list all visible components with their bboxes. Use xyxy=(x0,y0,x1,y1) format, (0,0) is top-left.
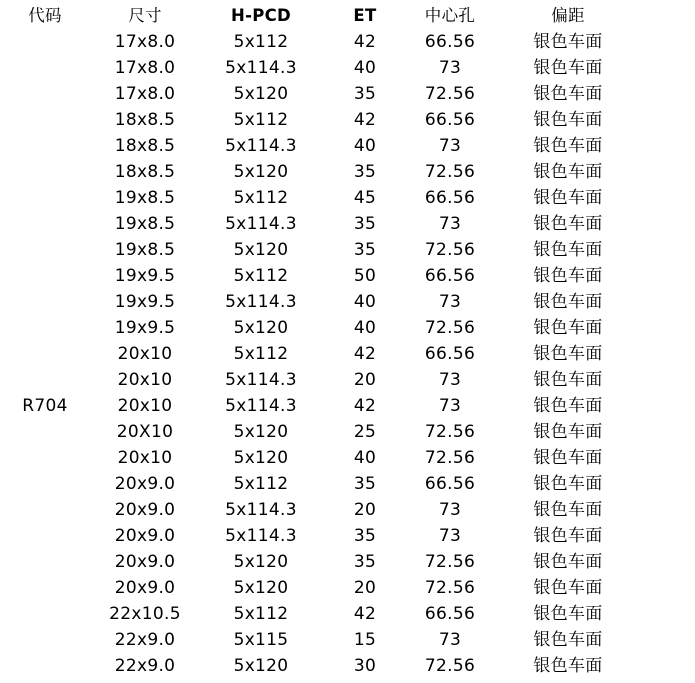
cell-center-bore: 73 xyxy=(438,136,462,156)
table-row xyxy=(0,315,695,341)
cell-size: 22x9.0 xyxy=(114,630,176,650)
cell-et: 35 xyxy=(353,526,377,546)
cell-finish: 银色车面 xyxy=(533,110,603,130)
cell-pcd: 5x112 xyxy=(233,266,289,286)
cell-finish: 银色车面 xyxy=(533,552,603,572)
cell-code xyxy=(8,81,82,107)
header-size: 尺寸 xyxy=(128,6,162,25)
cell-code: R704 xyxy=(22,396,68,416)
cell-et: 35 xyxy=(353,240,377,260)
table-row xyxy=(0,237,695,263)
cell-code xyxy=(8,237,82,263)
cell-finish: 银色车面 xyxy=(533,526,603,546)
cell-center-bore: 73 xyxy=(438,214,462,234)
table-row xyxy=(0,341,695,367)
cell-finish: 银色车面 xyxy=(533,630,603,650)
cell-pcd: 5x114.3 xyxy=(225,214,297,234)
cell-code xyxy=(8,315,82,341)
cell-finish: 银色车面 xyxy=(533,292,603,312)
header-pcd: H-PCD xyxy=(230,6,292,25)
cell-pcd: 5x120 xyxy=(233,84,289,104)
cell-size: 19x8.5 xyxy=(114,188,176,208)
cell-finish: 银色车面 xyxy=(533,578,603,598)
cell-center-bore: 72.56 xyxy=(424,240,476,260)
cell-size: 20x9.0 xyxy=(114,578,176,598)
cell-center-bore: 73 xyxy=(438,630,462,650)
cell-et: 42 xyxy=(353,110,377,130)
cell-size: 19x9.5 xyxy=(114,318,176,338)
cell-size: 22x9.0 xyxy=(114,656,176,676)
cell-size: 19x8.5 xyxy=(114,240,176,260)
cell-pcd: 5x120 xyxy=(233,552,289,572)
table-row xyxy=(0,107,695,133)
cell-pcd: 5x112 xyxy=(233,32,289,52)
cell-size: 17x8.0 xyxy=(114,32,176,52)
cell-pcd: 5x120 xyxy=(233,578,289,598)
table-row xyxy=(0,393,695,419)
cell-code xyxy=(8,627,82,653)
cell-center-bore: 72.56 xyxy=(424,448,476,468)
cell-size: 17x8.0 xyxy=(114,58,176,78)
cell-code xyxy=(8,159,82,185)
cell-et: 15 xyxy=(353,630,377,650)
cell-et: 40 xyxy=(353,292,377,312)
cell-et: 20 xyxy=(353,500,377,520)
cell-code xyxy=(8,471,82,497)
cell-size: 18x8.5 xyxy=(114,136,176,156)
cell-et: 40 xyxy=(353,448,377,468)
cell-et: 42 xyxy=(353,344,377,364)
cell-center-bore: 73 xyxy=(438,396,462,416)
table-row xyxy=(0,601,695,627)
table-row xyxy=(0,549,695,575)
cell-finish: 银色车面 xyxy=(533,422,603,442)
cell-et: 40 xyxy=(353,58,377,78)
cell-center-bore: 66.56 xyxy=(424,474,476,494)
cell-finish: 银色车面 xyxy=(533,344,603,364)
cell-size: 20x10 xyxy=(117,448,173,468)
header-et: ET xyxy=(353,6,377,25)
cell-code xyxy=(8,497,82,523)
cell-center-bore: 72.56 xyxy=(424,162,476,182)
cell-pcd: 5x120 xyxy=(233,422,289,442)
cell-center-bore: 72.56 xyxy=(424,318,476,338)
cell-center-bore: 66.56 xyxy=(424,266,476,286)
table-row xyxy=(0,185,695,211)
table-row xyxy=(0,367,695,393)
cell-pcd: 5x114.3 xyxy=(225,396,297,416)
cell-code xyxy=(8,107,82,133)
cell-et: 35 xyxy=(353,162,377,182)
cell-size: 20x10 xyxy=(117,396,173,416)
cell-pcd: 5x112 xyxy=(233,604,289,624)
cell-size: 18x8.5 xyxy=(114,162,176,182)
cell-code xyxy=(8,367,82,393)
cell-pcd: 5x114.3 xyxy=(225,58,297,78)
cell-code xyxy=(8,263,82,289)
cell-size: 20x10 xyxy=(117,344,173,364)
cell-pcd: 5x120 xyxy=(233,240,289,260)
cell-finish: 银色车面 xyxy=(533,396,603,416)
cell-finish: 银色车面 xyxy=(533,370,603,390)
cell-code xyxy=(8,55,82,81)
cell-code xyxy=(8,523,82,549)
cell-pcd: 5x112 xyxy=(233,474,289,494)
table-row xyxy=(0,523,695,549)
cell-center-bore: 73 xyxy=(438,58,462,78)
cell-finish: 银色车面 xyxy=(533,214,603,234)
cell-pcd: 5x114.3 xyxy=(225,292,297,312)
cell-size: 20x9.0 xyxy=(114,500,176,520)
cell-size: 20x9.0 xyxy=(114,552,176,572)
cell-finish: 银色车面 xyxy=(533,448,603,468)
cell-pcd: 5x115 xyxy=(233,630,289,650)
header-offset: 偏距 xyxy=(551,6,585,25)
cell-et: 35 xyxy=(353,474,377,494)
cell-center-bore: 72.56 xyxy=(424,552,476,572)
table-row xyxy=(0,627,695,653)
cell-et: 35 xyxy=(353,552,377,572)
table-row xyxy=(0,159,695,185)
table-row xyxy=(0,653,695,679)
cell-center-bore: 66.56 xyxy=(424,32,476,52)
cell-center-bore: 73 xyxy=(438,526,462,546)
cell-size: 20X10 xyxy=(116,422,174,442)
cell-et: 35 xyxy=(353,214,377,234)
cell-pcd: 5x112 xyxy=(233,344,289,364)
cell-code xyxy=(8,289,82,315)
cell-finish: 银色车面 xyxy=(533,318,603,338)
cell-finish: 银色车面 xyxy=(533,32,603,52)
cell-pcd: 5x114.3 xyxy=(225,370,297,390)
cell-pcd: 5x120 xyxy=(233,162,289,182)
cell-et: 25 xyxy=(353,422,377,442)
cell-et: 42 xyxy=(353,604,377,624)
cell-finish: 银色车面 xyxy=(533,604,603,624)
header-center-bore: 中心孔 xyxy=(424,6,476,25)
cell-et: 42 xyxy=(353,32,377,52)
cell-et: 42 xyxy=(353,396,377,416)
cell-center-bore: 66.56 xyxy=(424,344,476,364)
cell-finish: 银色车面 xyxy=(533,58,603,78)
cell-pcd: 5x114.3 xyxy=(225,136,297,156)
cell-center-bore: 73 xyxy=(438,370,462,390)
cell-pcd: 5x120 xyxy=(233,318,289,338)
table-row xyxy=(0,263,695,289)
table-row xyxy=(0,133,695,159)
table-row xyxy=(0,289,695,315)
cell-center-bore: 73 xyxy=(438,292,462,312)
cell-code xyxy=(8,419,82,445)
table-row xyxy=(0,575,695,601)
cell-finish: 银色车面 xyxy=(533,500,603,520)
cell-et: 20 xyxy=(353,370,377,390)
cell-pcd: 5x120 xyxy=(233,448,289,468)
table-row xyxy=(0,81,695,107)
cell-code xyxy=(8,653,82,679)
cell-finish: 银色车面 xyxy=(533,84,603,104)
cell-finish: 银色车面 xyxy=(533,474,603,494)
cell-finish: 银色车面 xyxy=(533,240,603,260)
cell-finish: 银色车面 xyxy=(533,162,603,182)
cell-size: 19x9.5 xyxy=(114,266,176,286)
cell-pcd: 5x112 xyxy=(233,188,289,208)
cell-finish: 银色车面 xyxy=(533,136,603,156)
table-row xyxy=(0,445,695,471)
cell-center-bore: 66.56 xyxy=(424,188,476,208)
table-row xyxy=(0,471,695,497)
cell-size: 19x9.5 xyxy=(114,292,176,312)
cell-code xyxy=(8,601,82,627)
cell-size: 18x8.5 xyxy=(114,110,176,130)
cell-center-bore: 73 xyxy=(438,500,462,520)
cell-center-bore: 72.56 xyxy=(424,422,476,442)
cell-center-bore: 72.56 xyxy=(424,84,476,104)
cell-center-bore: 66.56 xyxy=(424,110,476,130)
cell-pcd: 5x120 xyxy=(233,656,289,676)
table-row xyxy=(0,55,695,81)
table-row xyxy=(0,29,695,55)
cell-size: 20x9.0 xyxy=(114,474,176,494)
cell-center-bore: 72.56 xyxy=(424,656,476,676)
cell-et: 35 xyxy=(353,84,377,104)
cell-center-bore: 66.56 xyxy=(424,604,476,624)
cell-pcd: 5x114.3 xyxy=(225,500,297,520)
cell-size: 17x8.0 xyxy=(114,84,176,104)
cell-code xyxy=(8,133,82,159)
cell-code xyxy=(8,575,82,601)
cell-code xyxy=(8,549,82,575)
cell-size: 20x9.0 xyxy=(114,526,176,546)
cell-pcd: 5x114.3 xyxy=(225,526,297,546)
cell-size: 20x10 xyxy=(117,370,173,390)
cell-finish: 银色车面 xyxy=(533,188,603,208)
cell-finish: 银色车面 xyxy=(533,656,603,676)
cell-code xyxy=(8,29,82,55)
table-header-row xyxy=(0,3,695,29)
cell-finish: 银色车面 xyxy=(533,266,603,286)
cell-et: 40 xyxy=(353,136,377,156)
cell-et: 40 xyxy=(353,318,377,338)
cell-et: 45 xyxy=(353,188,377,208)
cell-code xyxy=(8,341,82,367)
cell-pcd: 5x112 xyxy=(233,110,289,130)
header-code: 代码 xyxy=(28,6,62,25)
cell-center-bore: 72.56 xyxy=(424,578,476,598)
cell-size: 22x10.5 xyxy=(109,604,181,624)
table-row xyxy=(0,497,695,523)
cell-size: 19x8.5 xyxy=(114,214,176,234)
cell-code xyxy=(8,211,82,237)
cell-et: 30 xyxy=(353,656,377,676)
cell-et: 20 xyxy=(353,578,377,598)
cell-code xyxy=(8,185,82,211)
table-row xyxy=(0,211,695,237)
cell-et: 50 xyxy=(353,266,377,286)
table-row xyxy=(0,419,695,445)
cell-code xyxy=(8,445,82,471)
